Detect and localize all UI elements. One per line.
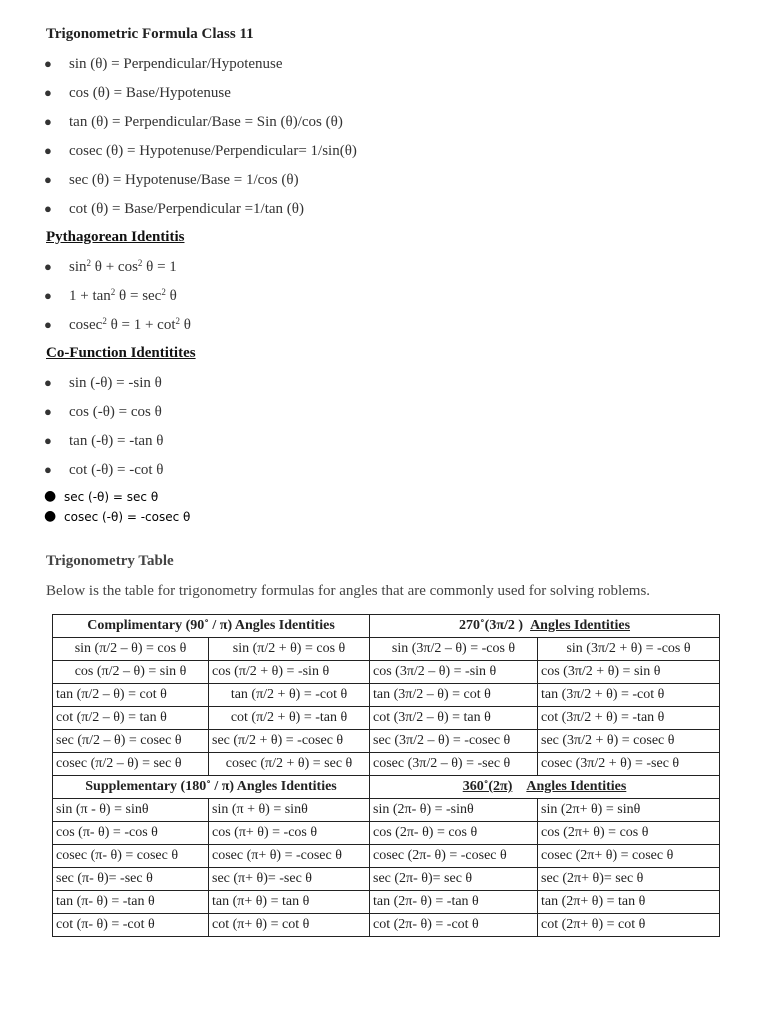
table-cell: sin (3π/2 – θ) = -cos θ [370,638,538,661]
document-page: Trigonometric Formula Class 11 ● sin (θ) = Perpendicular/Hypotenuse ● cos (θ) = Base/Hypotenuse ● tan (θ) = Perpendicular/Base = Sin (θ)/cos (θ) ● cosec (θ) = Hypotenuse/Perpendicular= 1/sin(θ) ● sec (θ) = Hypotenuse/Base = 1/cos (θ) ● cot (θ) = Base/Perpendicular =1/tan (θ) Pythagorean Identitis ● $\sin^2 \theta + \cos^2 \theta = 1$ ● $1 + \tan^2 \theta = \sec^2 \theta$ ● cosec$^2$ $\theta = 1 + \cot^2 \theta$ Co-Function Identitites ● sin (-θ) = -sin θ ● cos (-θ) = cos θ ● tan (-θ) = -tan θ ● cot (-θ) = -cot θ ● sec (-θ) = sec θ ● cosec (-θ) = -cosec θ Trigonometry Table Below is the table for trigonometry formulas for angles that are commonly used for solving roblems. Complimentary (90˚ / π) Angles Identities 270˚(3π/2 ) Angles Identities sin (π/2 – θ) = cos θ sin (π/2 + θ) = cos θ sin (3π/2 – θ) = -cos θ sin (3π/2 + θ) = -cos θ cos (π/2 – θ) = sin θ cos (π/2 + θ) = -sin θ cos (3π/2 – θ) = -sin θ cos (3π/2 + θ) = sin θ tan (π/2 – θ) = cot θ tan (π/2 + θ) = -cot θ tan (3π/2 – θ) = cot θ tan (3π/2 + θ) = -cot θ cot (π/2 – θ) = tan θ cot (π/2 + θ) = -tan θ cot (3π/2 – θ) = tan θ cot (3π/2 + θ) = -tan θ sec (π/2 – θ) = cosec θ sec (π/2 + θ) = -cosec θ sec (3π/2 – θ) = -cosec θ sec (3π/2 + θ) = cosec θ cosec (π/2 – θ) = sec θ cosec (π/2 + θ) = sec θ cosec (3π/2 – θ) = -sec θ cosec (3π/2 + θ) = -sec θ Supplementary (180˚ / π) Angles Identities 360˚(2π) Angles Identities sin (π - θ) = sinθ sin (π + θ) = sinθ sin (2π- θ) = -sinθ sin (2π+ θ) = sinθ cos (π- θ) = -cos θ cos (π+ θ) = -cos θ cos (2π- θ) = cos θ cos (2π+ θ) = cos θ cosec (π- θ) = cosec θ cosec (π+ θ) = -cosec θ cosec (2π- θ) = -cosec θ cosec (2π+ θ) = cosec θ sec (π- θ)= -sec θ sec (π+ θ)= -sec θ sec (2π- θ)= sec θ sec (2π+ θ)= sec θ tan (π- θ) = -tan θ tan (π+ θ) = tan θ tan (2π- θ) = -tan θ tan (2π+ θ) = tan θ cot (π- θ) = -cot θ cot (π+ θ) = cot θ cot (2π- θ) = -cot θ cot (2π+ θ) = cot θ [0,0,768,1024]
table-cell: cot (π/2 – θ) = tan θ [53,707,209,730]
table-cell: sec (3π/2 + θ) = cosec θ [538,730,720,753]
270-header: 270˚(3π/2 ) Angles Identities [370,615,720,638]
table-cell: cos (3π/2 + θ) = sin θ [538,661,720,684]
bullet-icon: ● [44,317,52,332]
table-row [53,868,720,891]
table-row [53,891,720,914]
complimentary-header: Complimentary (90˚ / π) Angles Identities [53,615,370,638]
table-row [53,730,720,753]
bullet-icon: ● [44,172,52,187]
table-cell: cosec (3π/2 + θ) = -sec θ [538,753,720,776]
table-row [53,684,720,707]
table-cell: tan (π- θ) = -tan θ [53,891,209,914]
bullet-icon: ● [44,375,52,390]
table-cell: sec (3π/2 – θ) = -cosec θ [370,730,538,753]
bullet-icon: ● [44,488,57,504]
bullet-icon: ● [44,56,52,71]
table-header-row [53,776,720,799]
table-row [53,822,720,845]
table-cell: sec (2π+ θ)= sec θ [538,868,720,891]
table-header-row [53,615,720,638]
table-cell: cot (2π+ θ) = cot θ [538,914,720,937]
table-cell: cos (π+ θ) = -cos θ [209,822,370,845]
table-cell: sin (2π+ θ) = sinθ [538,799,720,822]
table-cell: cot (3π/2 – θ) = tan θ [370,707,538,730]
table-row [53,661,720,684]
table-cell: sin (π/2 + θ) = cos θ [209,638,370,661]
table-cell: sec (2π- θ)= sec θ [370,868,538,891]
table-cell: cos (π/2 – θ) = sin θ [53,661,209,684]
bullet-icon: ● [44,404,52,419]
table-cell: sec (π/2 + θ) = -cosec θ [209,730,370,753]
bullet-icon: ● [44,259,52,274]
table-cell: cosec (π- θ) = cosec θ [53,845,209,868]
table-cell: sec (π- θ)= -sec θ [53,868,209,891]
table-cell: cos (2π+ θ) = cos θ [538,822,720,845]
table-cell: cot (π- θ) = -cot θ [53,914,209,937]
table-cell: cosec (π/2 + θ) = sec θ [209,753,370,776]
table-cell: cosec (π/2 – θ) = sec θ [53,753,209,776]
table-cell: sin (π - θ) = sinθ [53,799,209,822]
table-cell: sin (π/2 – θ) = cos θ [53,638,209,661]
table-intro-text: Below is the table for trigonometry formulas for angles that are commonly used for solving roblems. [46,583,651,599]
table-row [53,914,720,937]
table-cell: cosec (2π+ θ) = cosec θ [538,845,720,868]
table-cell: cot (π/2 + θ) = -tan θ [209,707,370,730]
cofunction-heading: Co-Function Identitites [46,345,196,361]
bullet-icon: ● [44,508,57,524]
table-cell: tan (2π- θ) = -tan θ [370,891,538,914]
table-cell: tan (π+ θ) = tan θ [209,891,370,914]
table-cell: tan (3π/2 – θ) = cot θ [370,684,538,707]
bullet-icon: ● [44,85,52,100]
bullet-icon: ● [44,462,52,477]
table-cell: sin (2π- θ) = -sinθ [370,799,538,822]
table-cell: cos (3π/2 – θ) = -sin θ [370,661,538,684]
table-cell: cot (π+ θ) = cot θ [209,914,370,937]
360-header: 360˚(2π) Angles Identities [370,776,720,799]
table-cell: cot (2π- θ) = -cot θ [370,914,538,937]
table-row [53,845,720,868]
table-cell: cos (π- θ) = -cos θ [53,822,209,845]
table-cell: cosec (2π- θ) = -cosec θ [370,845,538,868]
table-cell: sin (π + θ) = sinθ [209,799,370,822]
bullet-icon: ● [44,114,52,129]
supplementary-header: Supplementary (180˚ / π) Angles Identities [53,776,370,799]
table-section-heading: Trigonometry Table [46,553,174,569]
bullet-icon: ● [44,201,52,216]
table-cell: sec (π+ θ)= -sec θ [209,868,370,891]
table-cell: cosec (3π/2 – θ) = -sec θ [370,753,538,776]
table-cell: tan (2π+ θ) = tan θ [538,891,720,914]
table-cell: cos (π/2 + θ) = -sin θ [209,661,370,684]
table-cell: cot (3π/2 + θ) = -tan θ [538,707,720,730]
table-cell: cos (2π- θ) = cos θ [370,822,538,845]
table-cell: tan (3π/2 + θ) = -cot θ [538,684,720,707]
table-row [53,753,720,776]
table-row [53,638,720,661]
table-row [53,799,720,822]
page-title: Trigonometric Formula Class 11 [46,26,254,42]
pythagorean-heading: Pythagorean Identitis [46,229,185,245]
table-cell: tan (π/2 + θ) = -cot θ [209,684,370,707]
bullet-icon: ● [44,433,52,448]
table-cell: cosec (π+ θ) = -cosec θ [209,845,370,868]
table-cell: sec (π/2 – θ) = cosec θ [53,730,209,753]
table-cell: tan (π/2 – θ) = cot θ [53,684,209,707]
table-cell: sin (3π/2 + θ) = -cos θ [538,638,720,661]
bullet-icon: ● [44,288,52,303]
table-row [53,707,720,730]
trigonometry-table [52,614,720,937]
bullet-icon: ● [44,143,52,158]
